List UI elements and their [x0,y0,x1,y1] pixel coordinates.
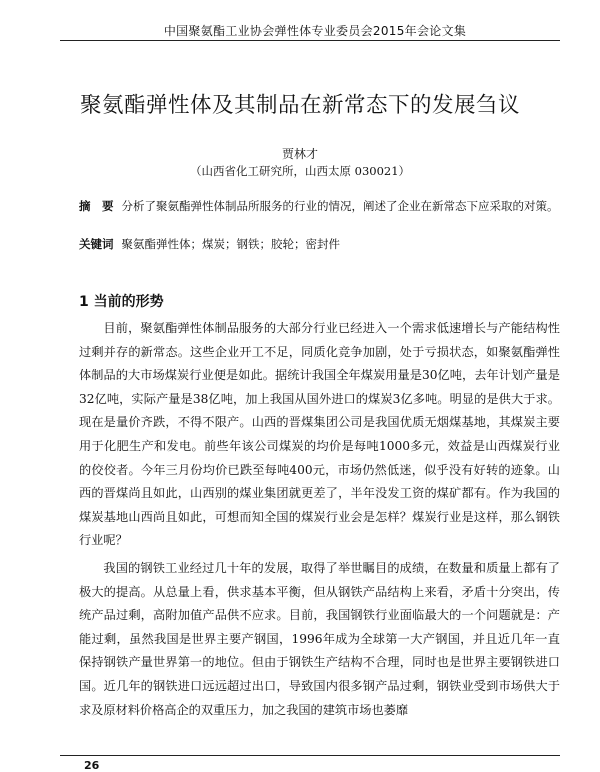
abstract-block [79,197,560,216]
section-heading: 1 当前的形势 [79,294,164,310]
keywords-label: 关键词 [79,237,114,251]
footer-rule [60,755,560,756]
author-affiliation: （山西省化工研究所，山西太原 030021） [189,164,411,178]
header-rule [60,40,560,41]
body-text [79,317,560,726]
page-number: 26 [84,759,100,772]
keywords-text: 聚氨酯弹性体；煤炭；钢铁；胶轮；密封件 [121,237,340,251]
running-header: 中国聚氨酯工业协会弹性体专业委员会2015年会论文集 [163,24,467,38]
paragraph: 目前，聚氨酯弹性体制品服务的大部分行业已经进入一个需求低速增长与产能结构性过剩并存的新常态。这些企业开工不足，同质化竞争加剧，处于亏损状态，如聚氨酯弹性体制品的大市场煤炭行业便是如此。据统计我国全年煤炭用量是30亿吨，去年计划产量是32亿吨，实际产量是38亿吨，加上我国从国外进口的煤炭3亿多吨。明显的是供大于求。现在是量价齐跌，不得不限产。山西的晋煤集团公司是我国优质无烟煤基地，其煤炭主要用于化肥生产和发电。前些年该公司煤炭的均价是每吨1000多元，效益是山西煤炭行业的佼佼者。今年三月份均价已跌至每吨400元，市场仍然低迷，似乎没有好转的迹象。山西的晋煤尚且如此，山西别的煤业集团就更差了，半年没发工资的煤矿都有。作为我国的煤炭基地山西尚且如此，可想而知全国的煤炭行业会是怎样？煤炭行业是这样，那么钢铁行业呢？ [79,321,560,548]
keywords-block [79,236,560,252]
abstract-text: 分析了聚氨酯弹性体制品所服务的行业的情况，阐述了企业在新常态下应采取的对策。 [121,199,559,213]
paper-title: 聚氨酯弹性体及其制品在新常态下的发展刍议 [79,93,520,118]
paragraph: 我国的钢铁工业经过几十年的发展，取得了举世瞩目的成绩，在数量和质量上都有了极大的提高。从总量上看，供求基本平衡，但从钢铁产品结构上来看，矛盾十分突出，传统产品过剩，高附加值产品供不应求。目前，我国钢铁行业面临最大的一个问题就是：产能过剩，虽然我国是世界主要产钢国，1996年成为全球第一大产钢国，并且近几年一直保持钢铁产量世界第一的地位。但由于钢铁生产结构不合理，同时也是世界主要钢铁进口国。近几年的钢铁进口远远超过出口，导致国内很多钢产品过剩，钢铁业受到市场供大于求及原材料价格高企的双重压力，加之我国的建筑市场也萎靡 [79,560,560,717]
abstract-label: 摘 要 [79,199,114,213]
author-name: 贾林才 [281,147,318,161]
